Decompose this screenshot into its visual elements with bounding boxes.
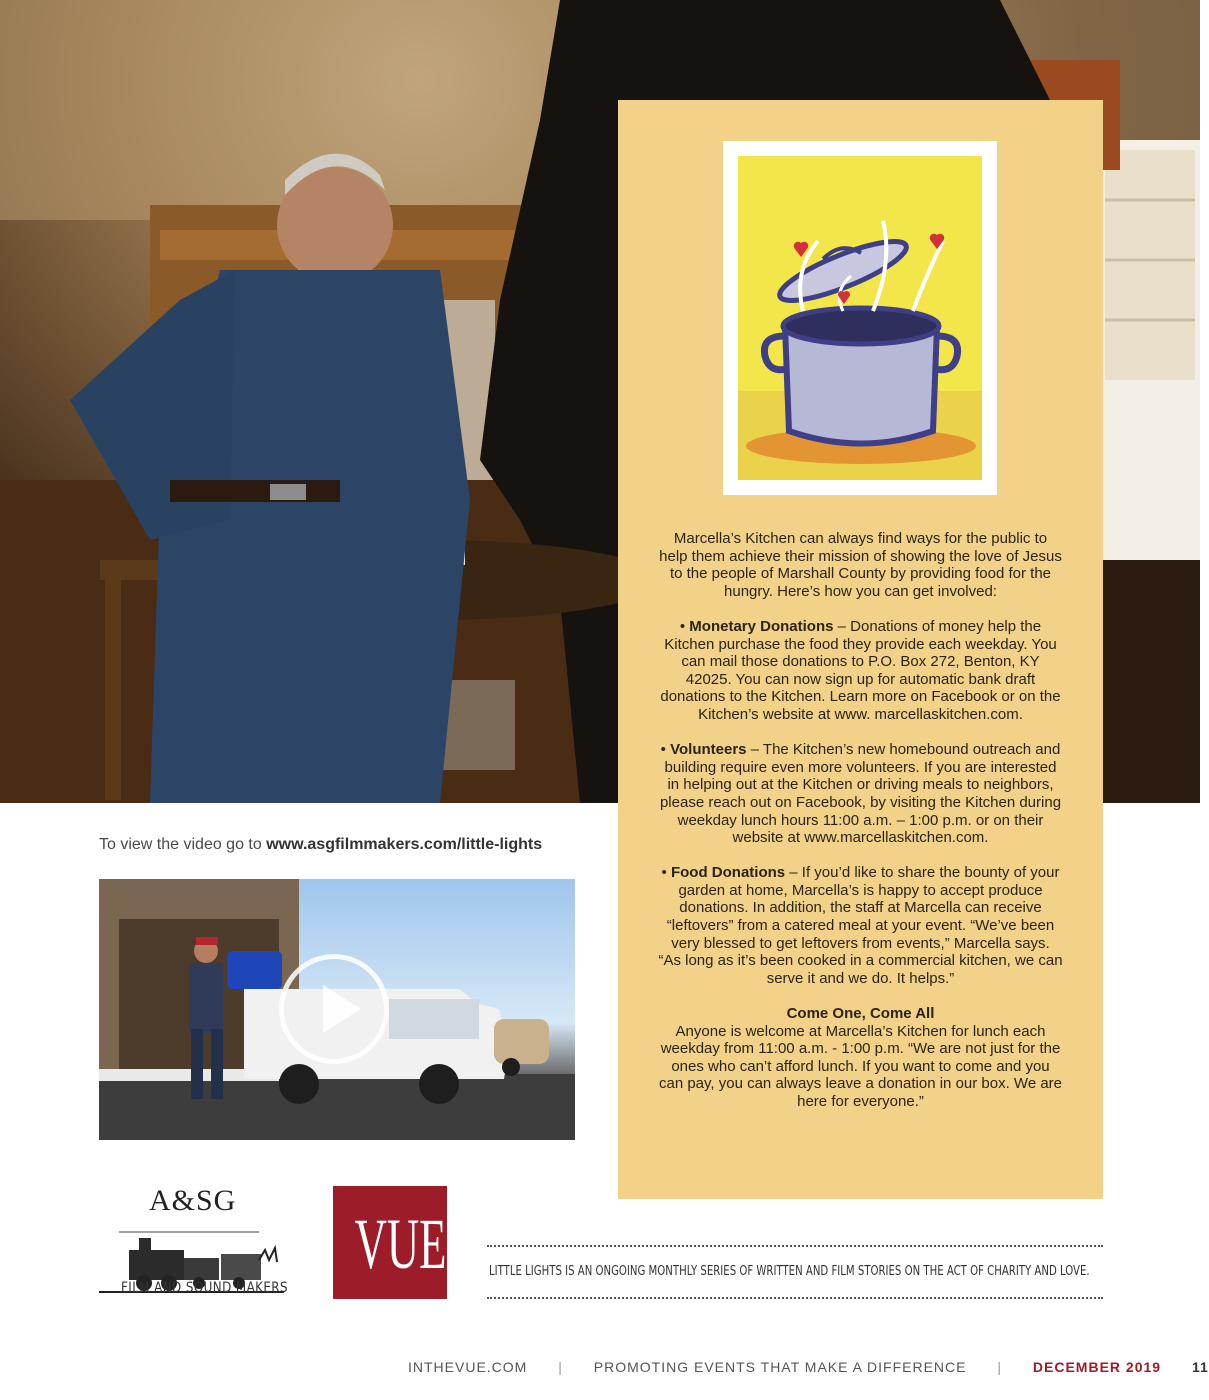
footer-separator: |	[997, 1359, 1003, 1375]
video-note-prefix: To view the video go to	[99, 836, 267, 853]
vue-logo	[333, 1186, 447, 1299]
item-title: Monetary Donations	[689, 617, 834, 635]
bullet: •	[660, 741, 666, 759]
item-body: – Donations of money help the Kitchen purchase the food they provide each weekday. You can mail those donations to P.O. Box 272, Benton, KY 42025. You can now sign up for automatic bank draft donations to the Kitchen. Learn more on Facebook or on the Kitchen’s website at www. marcellaskitchen.com.	[660, 617, 1061, 723]
footer-tagline: PROMOTING EVENTS THAT MAKE A DIFFERENCE	[593, 1359, 967, 1375]
item-volunteers	[658, 741, 1063, 847]
play-icon	[323, 985, 361, 1033]
article-text	[658, 530, 1063, 1128]
video-thumbnail[interactable]	[99, 879, 575, 1140]
page-footer	[408, 1359, 1209, 1375]
play-button[interactable]	[279, 954, 389, 1064]
video-note	[99, 836, 542, 854]
item-monetary-donations	[658, 618, 1063, 724]
closing-body: Anyone is welcome at Marcella’s Kitchen for lunch each weekday from 11:00 a.m. - 1:00 p.m. “We are not just for the ones who can’t afford lunch. If you want to come and you can pay, you can always leave a donation in our box. We are here for everyone.”	[658, 1022, 1063, 1110]
asg-wordmark: A&SG	[149, 1184, 237, 1217]
closing-section	[658, 1005, 1063, 1111]
info-panel	[618, 100, 1103, 1199]
series-note: LITTLE LIGHTS IS AN ONGOING MONTHLY SERIES OF WRITTEN AND FILM STORIES ON THE ACT OF CHARITY AND LOVE.	[489, 1264, 1090, 1279]
closing-title: Come One, Come All	[786, 1005, 935, 1023]
divider-bottom	[487, 1297, 1103, 1299]
footer-site: INTHEVUE.COM	[408, 1359, 528, 1375]
article-intro: Marcella’s Kitchen can always find ways for the public to help them achieve their mission of showing the love of Jesus to the people of Marshall County by providing food for the hungry. Here’s how you can get involved:	[659, 530, 1062, 600]
item-title: Volunteers	[670, 741, 747, 759]
item-body: – If you’d like to share the bounty of your garden at home, Marcella’s is happy to accept produce donations. In addition, the staff at Marcella can receive “leftovers” from a catered meal at your event. “We’ve been very blessed to get leftovers from events,” Marcella says. “As long as it’s been cooked in a commercial kitchen, we can serve it and we do. It helps.”	[658, 864, 1063, 987]
item-body: – The Kitchen’s new homebound outreach and building require even more volunteers. If you are interested in helping out at the Kitchen or driving meals to neighbors, please reach out on Facebook, by visiting the Kitchen during weekday lunch hours 11:00 a.m. – 1:00 p.m. or on their website at www.marcellaskitchen.com.	[659, 741, 1062, 847]
soup-pot-painting	[723, 141, 997, 495]
vue-wordmark: VUE	[354, 1204, 447, 1284]
video-link[interactable]: www.asgfilmmakers.com/little-lights	[266, 836, 543, 853]
page-number: 11	[1191, 1359, 1209, 1375]
bullet: •	[661, 864, 667, 882]
footer-separator: |	[558, 1359, 563, 1375]
bullet: •	[679, 617, 686, 635]
item-title: Food Donations	[670, 864, 786, 882]
divider-top	[487, 1245, 1103, 1247]
asg-logo	[99, 1180, 288, 1305]
train-icon	[99, 1220, 284, 1310]
soup-pot-illustration	[723, 141, 997, 495]
footer-issue: DECEMBER 2019	[1032, 1359, 1162, 1375]
asg-tagline: FILM AND SOUND MAKERS	[121, 1280, 288, 1296]
item-food-donations	[658, 864, 1063, 987]
